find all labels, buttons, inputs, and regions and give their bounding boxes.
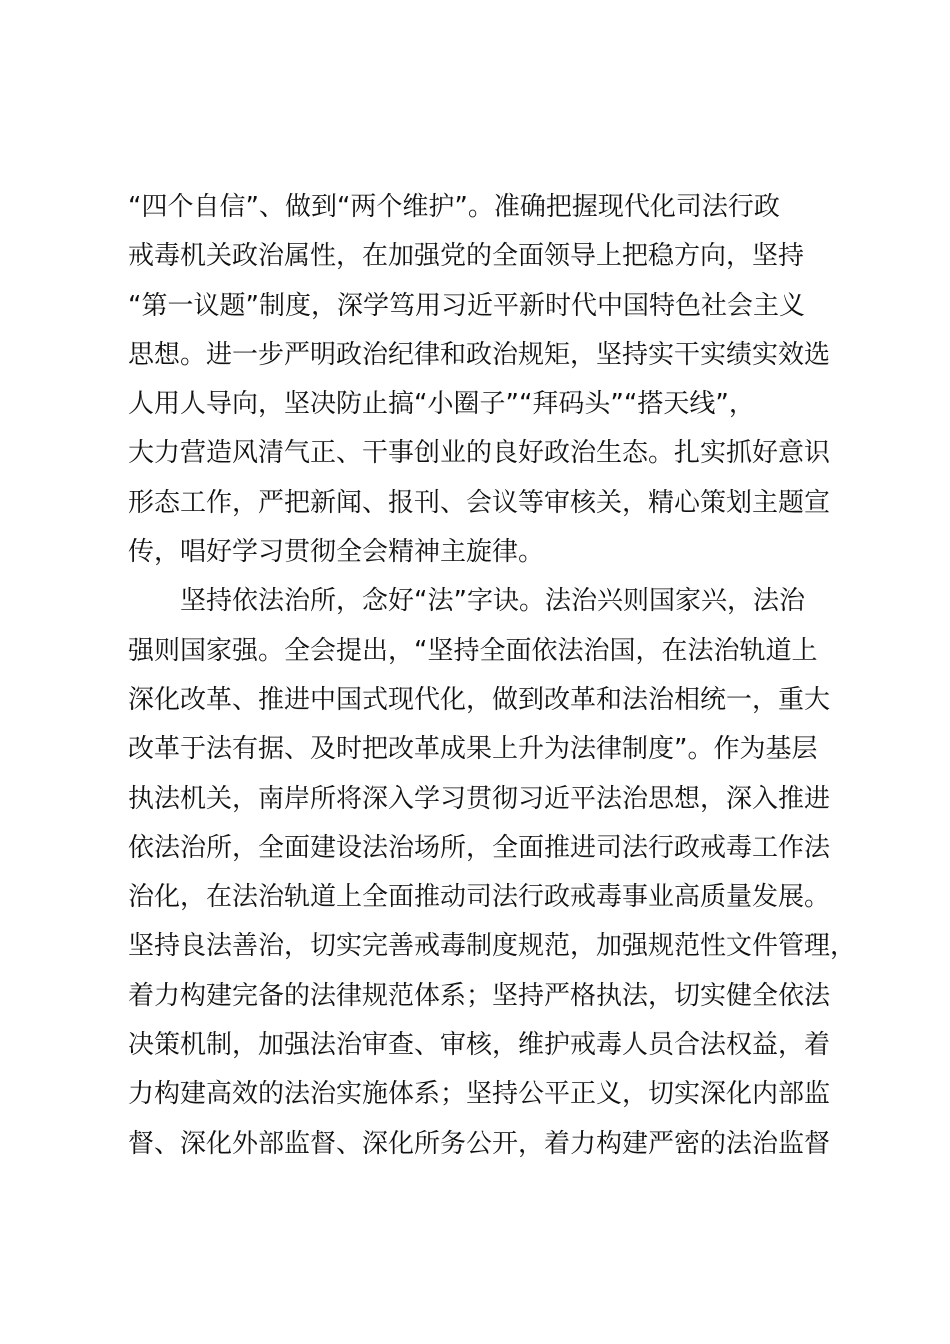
text-line: “四个自信”、做到“两个维护”。准确把握现代化司法行政 — [128, 192, 780, 222]
text-line: 强则国家强。全会提出，“坚持全面依法治国，在法治轨道上 — [128, 635, 818, 666]
text-line: 改革于法有据、及时把改革成果上升为法律制度”。作为基层 — [128, 734, 818, 765]
text-line: 坚持良法善治，切实完善戒毒制度规范，加强规范性文件管理， — [128, 931, 857, 962]
text-line: 人用人导向，坚决防止搞“小圈子”“拜码头”“搭天线”， — [128, 389, 755, 420]
text-line: 深化改革、推进中国式现代化，做到改革和法治相统一，重大 — [128, 684, 831, 715]
body-text — [128, 183, 858, 1169]
text-line: 大力营造风清气正、干事创业的良好政治生态。扎实抓好意识 — [128, 438, 831, 469]
text-line: 传，唱好学习贯彻全会精神主旋律。 — [128, 537, 545, 568]
text-line: 力构建高效的法治实施体系；坚持公平正义，切实深化内部监 — [128, 1079, 831, 1110]
text-line: 督、深化外部监督、深化所务公开，着力构建严密的法治监督 — [128, 1128, 831, 1159]
paragraph-start-line: 坚持依法治所，念好“法”字诀。法治兴则国家兴，法治 — [128, 586, 805, 617]
text-line: 戒毒机关政治属性，在加强党的全面领导上把稳方向，坚持 — [128, 241, 805, 272]
text-line: 执法机关，南岸所将深入学习贯彻习近平法治思想，深入推进 — [128, 783, 831, 814]
text-line: 着力构建完备的法律规范体系；坚持严格执法，切实健全依法 — [128, 980, 831, 1011]
text-line: “第一议题”制度，深学笃用习近平新时代中国特色社会主义 — [128, 290, 805, 321]
text-line: 依法治所，全面建设法治场所，全面推进司法行政戒毒工作法 — [128, 832, 831, 863]
text-line: 思想。进一步严明政治纪律和政治规矩，坚持实干实绩实效选 — [128, 339, 831, 370]
text-line: 治化，在法治轨道上全面推动司法行政戒毒事业高质量发展。 — [128, 882, 831, 913]
text-line: 决策机制，加强法治审查、审核，维护戒毒人员合法权益，着 — [128, 1030, 831, 1061]
text-line: 形态工作，严把新闻、报刊、会议等审核关，精心策划主题宣 — [128, 487, 831, 518]
